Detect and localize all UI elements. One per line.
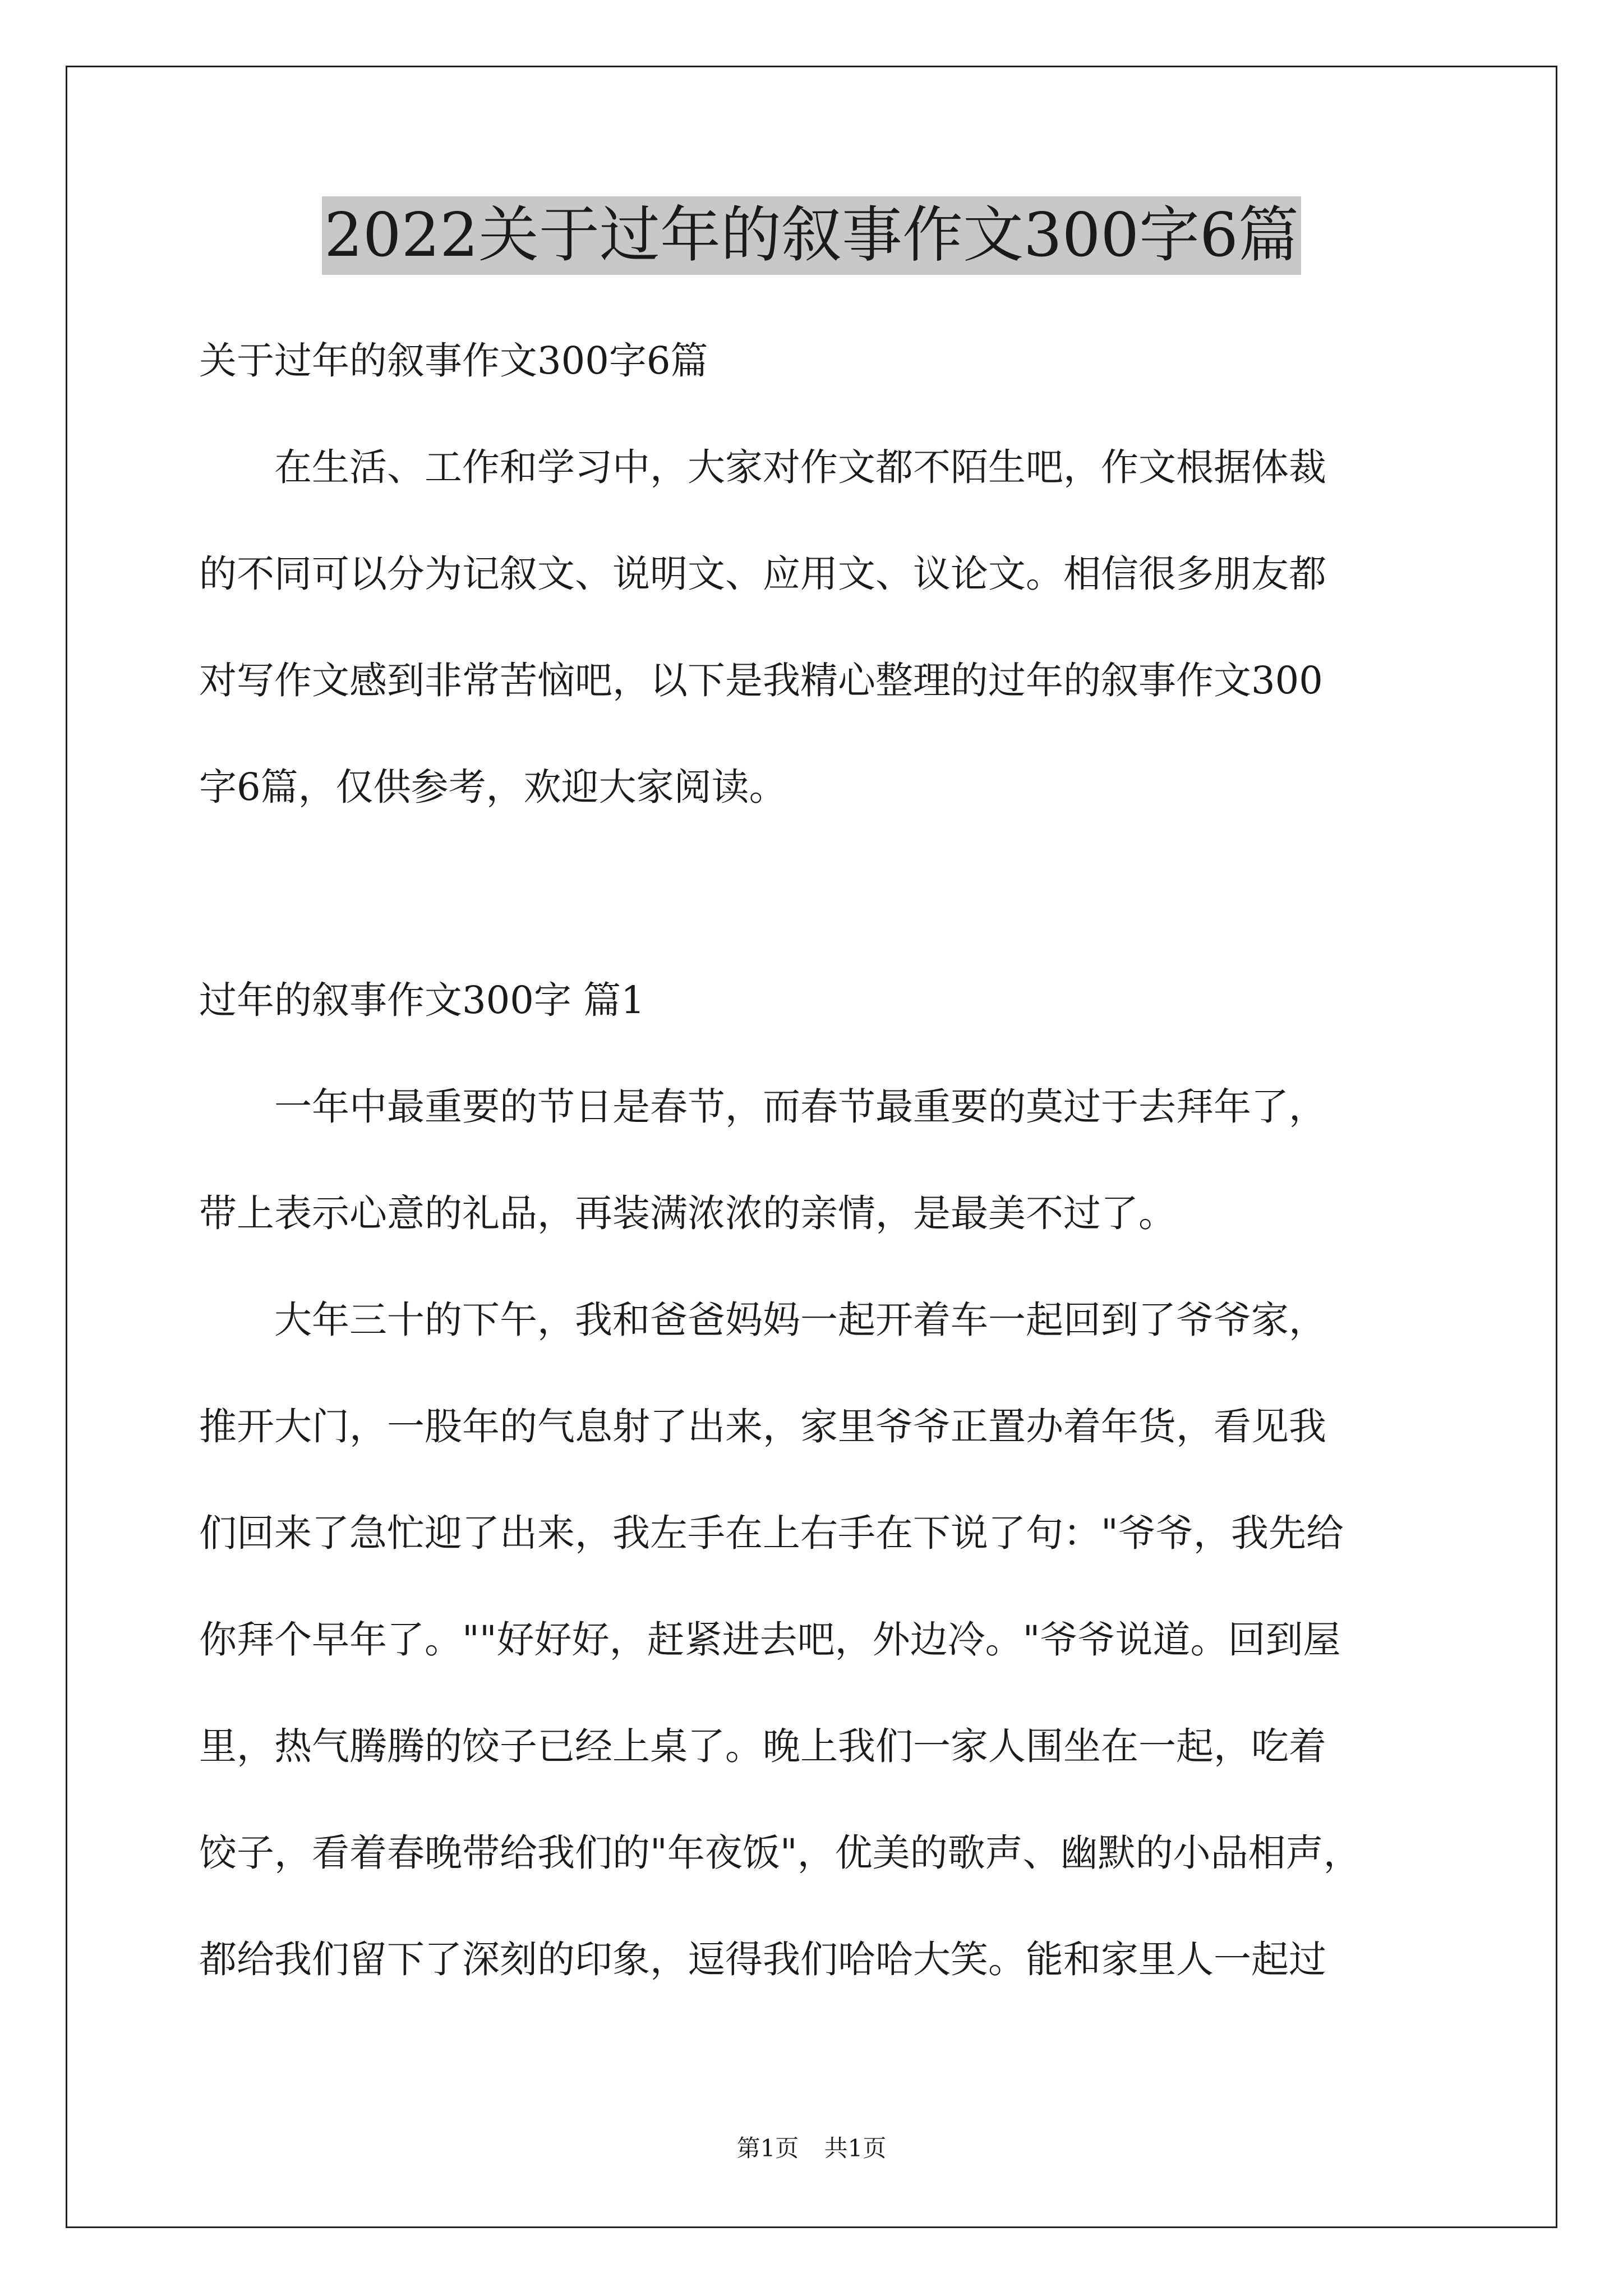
- title-container: [0, 196, 1623, 275]
- body-line: 饺子，看着春晚带给我们的"年夜饭"，优美的歌声、幽默的小品相声，: [199, 1831, 1361, 1875]
- body-line: 对写作文感到非常苦恼吧，以下是我精心整理的过年的叙事作文300: [199, 659, 1323, 702]
- page-number: 第1页: [736, 2134, 799, 2162]
- body-line: 们回来了急忙迎了出来，我左手在上右手在下说了句："爷爷，我先给: [199, 1511, 1344, 1555]
- body-line: 你拜个早年了。""好好好，赶紧进去吧，外边冷。"爷爷说道。回到屋: [199, 1618, 1341, 1662]
- body-line: 都给我们留下了深刻的印象，逗得我们哈哈大笑。能和家里人一起过: [199, 1938, 1326, 1981]
- body-line: 里，热气腾腾的饺子已经上桌了。晚上我们一家人围坐在一起，吃着: [199, 1724, 1326, 1768]
- document-title: 2022关于过年的叙事作文300字6篇: [322, 196, 1301, 275]
- body-line: 字6篇，仅供参考，欢迎大家阅读。: [199, 765, 787, 809]
- subtitle-line: 关于过年的叙事作文300字6篇: [199, 339, 708, 383]
- body-line: 在生活、工作和学习中，大家对作文都不陌生吧，作文根据体裁: [199, 445, 1326, 489]
- body-line: 带上表示心意的礼品，再装满浓浓的亲情，是最美不过了。: [199, 1191, 1176, 1235]
- page-footer: [0, 2132, 1623, 2165]
- blank-line: [199, 840, 1433, 947]
- document-body: [199, 307, 1433, 2013]
- body-line: 一年中最重要的节日是春节，而春节最重要的莫过于去拜年了，: [199, 1085, 1326, 1129]
- total-pages: 共1页: [824, 2134, 887, 2162]
- body-line: 推开大门，一股年的气息射了出来，家里爷爷正置办着年货，看见我: [199, 1405, 1326, 1448]
- body-line: 的不同可以分为记叙文、说明文、应用文、议论文。相信很多朋友都: [199, 552, 1326, 596]
- body-line: 大年三十的下午，我和爸爸妈妈一起开着车一起回到了爷爷家，: [199, 1298, 1326, 1342]
- section-heading: 过年的叙事作文300字 篇1: [199, 978, 645, 1022]
